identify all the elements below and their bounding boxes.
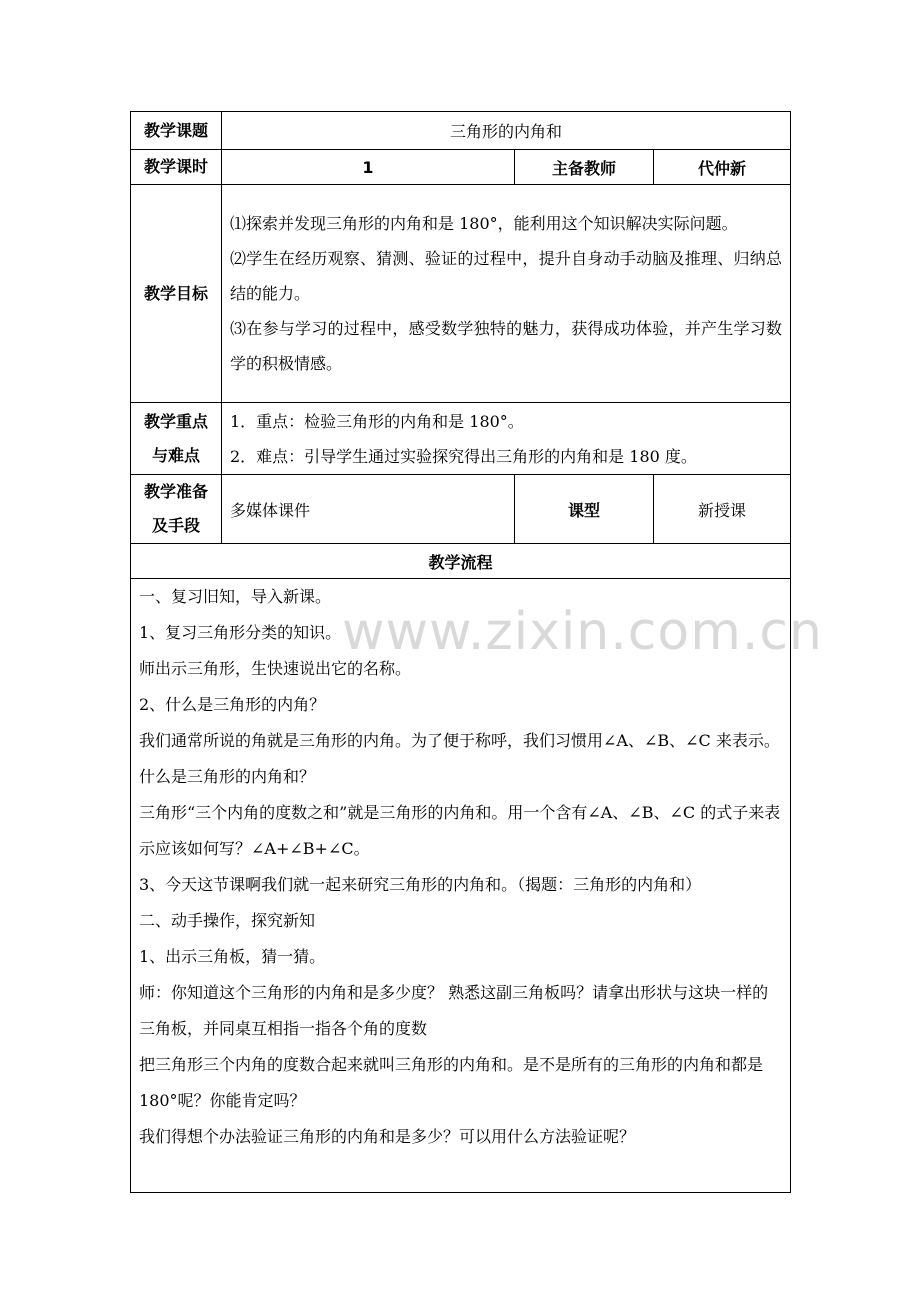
goal-item: ⑴探索并发现三角形的内角和是 180°，能利用这个知识解决实际问题。: [230, 214, 738, 233]
lesson-plan: [130, 111, 790, 1193]
flow-paragraph: 把三角形三个内角的度数合起来就叫三角形的内角和。是不是所有的三角形的内角和都是 180°呢？你能肯定吗？: [139, 1055, 764, 1110]
flow-content: [131, 579, 791, 1193]
goal-item: ⑵学生在经历观察、猜测、验证的过程中，提升自身动手动脑及推理、归纳总结的能力。: [230, 249, 783, 303]
flow-title: 教学流程: [131, 544, 791, 579]
prep-label-line2: 及手段: [151, 516, 200, 535]
teacher-value: 代仲新: [654, 150, 791, 185]
teacher-label: 主备教师: [515, 150, 654, 185]
lesson-type-value: 新授课: [654, 475, 791, 544]
topic-row: [131, 112, 791, 150]
prep-row: [131, 475, 791, 544]
key-points-content: [222, 403, 791, 475]
flow-paragraph: 二、动手操作，探究新知: [139, 911, 316, 930]
flow-paragraph: 3、今天这节课啊我们就一起来研究三角形的内角和。（揭题：三角形的内角和）: [139, 875, 702, 894]
flow-paragraph: 2、什么是三角形的内角？: [139, 695, 326, 714]
flow-paragraph: 什么是三角形的内角和？: [139, 767, 316, 786]
period-label: 教学课时: [131, 150, 222, 185]
period-value: 1: [222, 150, 515, 185]
prep-label-line1: 教学准备: [143, 482, 208, 501]
prep-label: [131, 475, 222, 544]
flow-paragraph: 我们得想个办法验证三角形的内角和是多少？可以用什么方法验证呢？: [139, 1127, 636, 1146]
flow-paragraph: 师出示三角形，生快速说出它的名称。: [139, 659, 412, 678]
period-row: [131, 150, 791, 185]
flow-paragraph: 1、出示三角板，猜一猜。: [139, 947, 326, 966]
topic-value: 三角形的内角和: [222, 112, 791, 150]
flow-row: [131, 579, 791, 1193]
goals-row: [131, 185, 791, 403]
flow-paragraph: 师：你知道这个三角形的内角和是多少度？ 熟悉这副三角板吗？请拿出形状与这块一样的三角板，并同桌互相指一指各个角的度数: [139, 983, 769, 1038]
prep-value: 多媒体课件: [222, 475, 515, 544]
flow-paragraph: 一、复习旧知，导入新课。: [139, 587, 332, 606]
lesson-plan-table: [130, 111, 791, 1193]
goals-content: [222, 185, 791, 403]
flow-paragraph: 1、复习三角形分类的知识。: [139, 623, 342, 642]
key-point-item: 2．难点：引导学生通过实验探究得出三角形的内角和是 180 度。: [230, 446, 697, 466]
lesson-type-label: 课型: [515, 475, 654, 544]
goals-label: 教学目标: [131, 185, 222, 403]
watermark: www.zixin.com.cn: [342, 602, 823, 662]
key-points-row: [131, 403, 791, 475]
key-point-item: 1．重点：检验三角形的内角和是 180°。: [230, 411, 524, 431]
flow-paragraph: 我们通常所说的角就是三角形的内角。为了便于称呼，我们习惯用∠A、∠B、∠C 来表示。: [139, 731, 780, 750]
key-points-label-line1: 教学重点: [143, 411, 208, 431]
key-points-label-line2: 与难点: [151, 445, 200, 465]
goal-item: ⑶在参与学习的过程中，感受数学独特的魅力，获得成功体验，并产生学习数学的积极情感。: [230, 319, 783, 373]
topic-label: 教学课题: [131, 112, 222, 150]
key-points-label: [131, 403, 222, 475]
flow-paragraph: 三角形“三个内角的度数之和”就是三角形的内角和。用一个含有∠A、∠B、∠C 的式子来表示应该如何写？∠A+∠B+∠C。: [139, 803, 781, 858]
flow-title-row: [131, 544, 791, 579]
